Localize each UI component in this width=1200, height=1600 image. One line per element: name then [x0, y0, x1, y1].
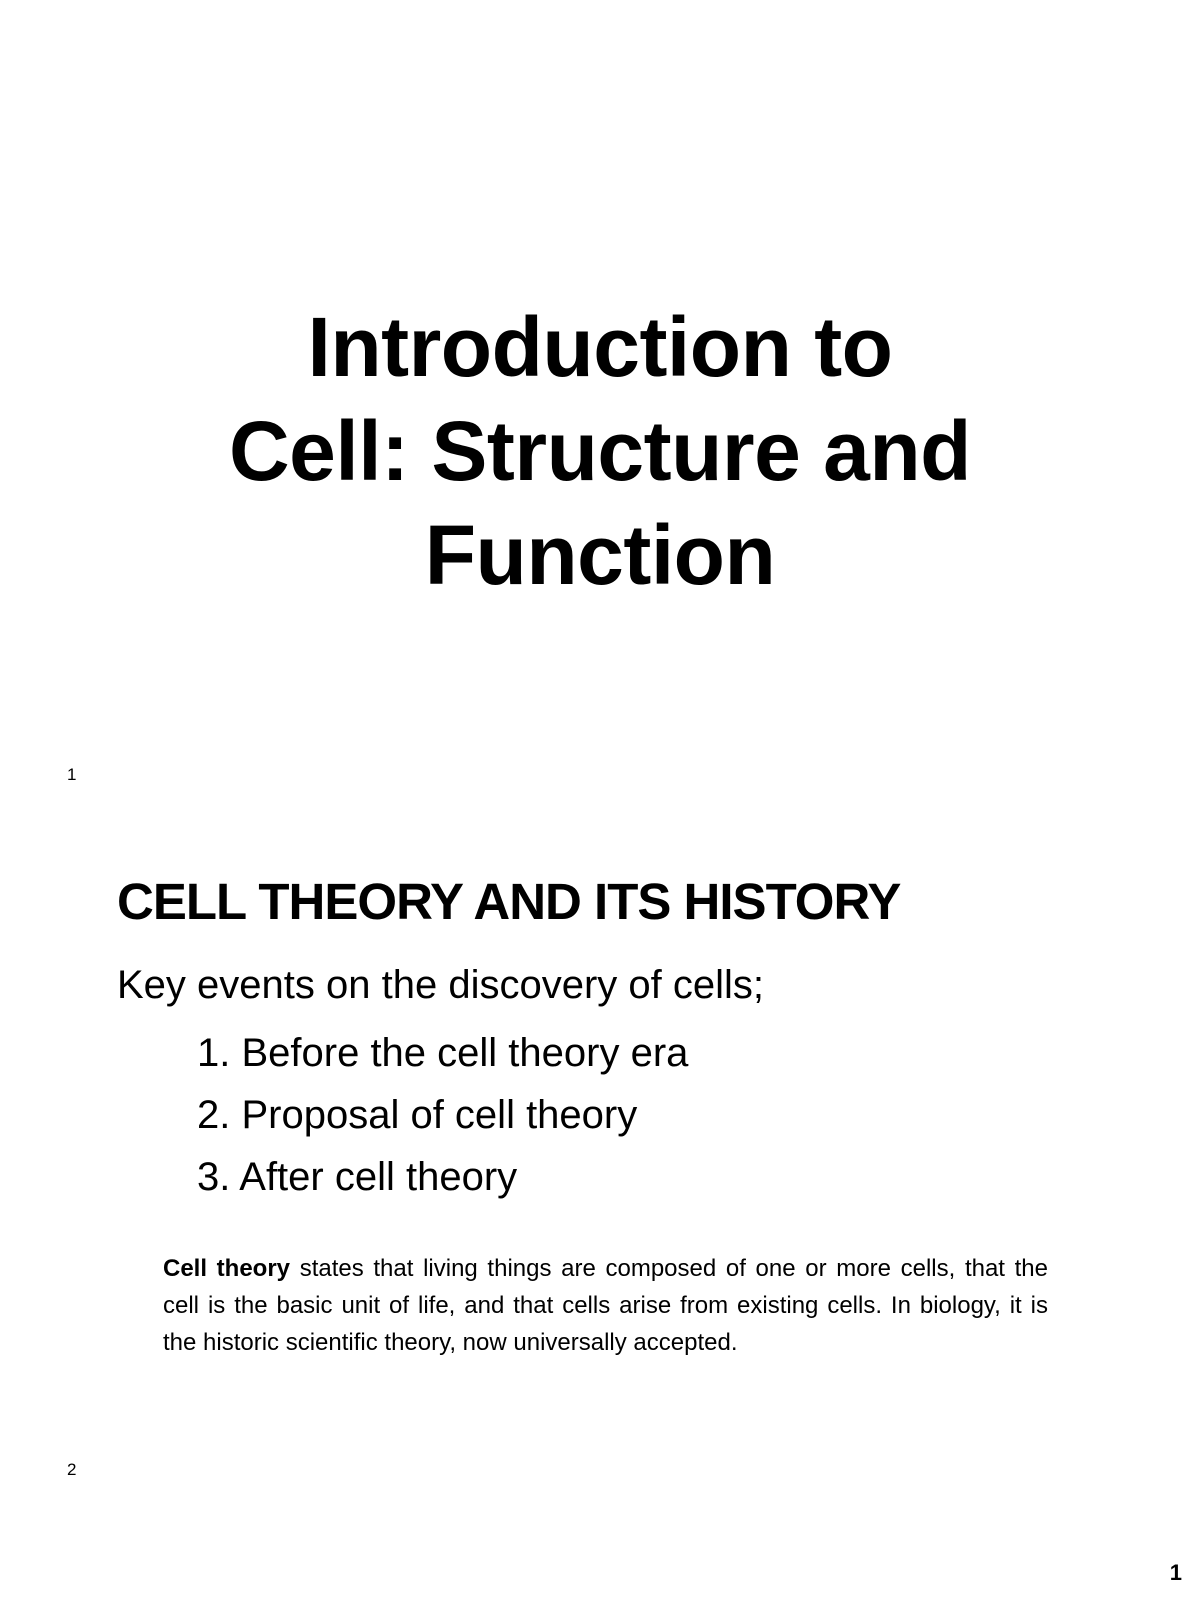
title-line-3: Function [424, 508, 776, 602]
event-list [197, 1022, 688, 1208]
intro-line: Key events on the discovery of cells; [117, 963, 764, 1007]
cell-theory-definition [163, 1250, 1048, 1361]
list-item: 3. After cell theory [197, 1155, 518, 1199]
slide-title [0, 295, 1200, 607]
slide-2 [0, 800, 1200, 1500]
title-line-1: Introduction to [307, 300, 893, 394]
list-item: 2. Proposal of cell theory [197, 1093, 638, 1137]
title-line-2: Cell: Structure and [229, 404, 971, 498]
list-item: 1. Before the cell theory era [197, 1031, 689, 1075]
definition-term: Cell theory [163, 1255, 291, 1282]
page-number: 1 [1169, 1560, 1182, 1585]
section-heading: CELL THEORY AND ITS HISTORY [117, 873, 901, 930]
slide-number: 1 [67, 765, 77, 784]
definition-text: states that living things are composed of one or more cells, that the cell is the basic unit of life, and that cells arise from existing cells. In biology, it is the historic scientific theory, now universally accepted. [163, 1255, 1048, 1356]
slide-number: 2 [67, 1460, 77, 1479]
